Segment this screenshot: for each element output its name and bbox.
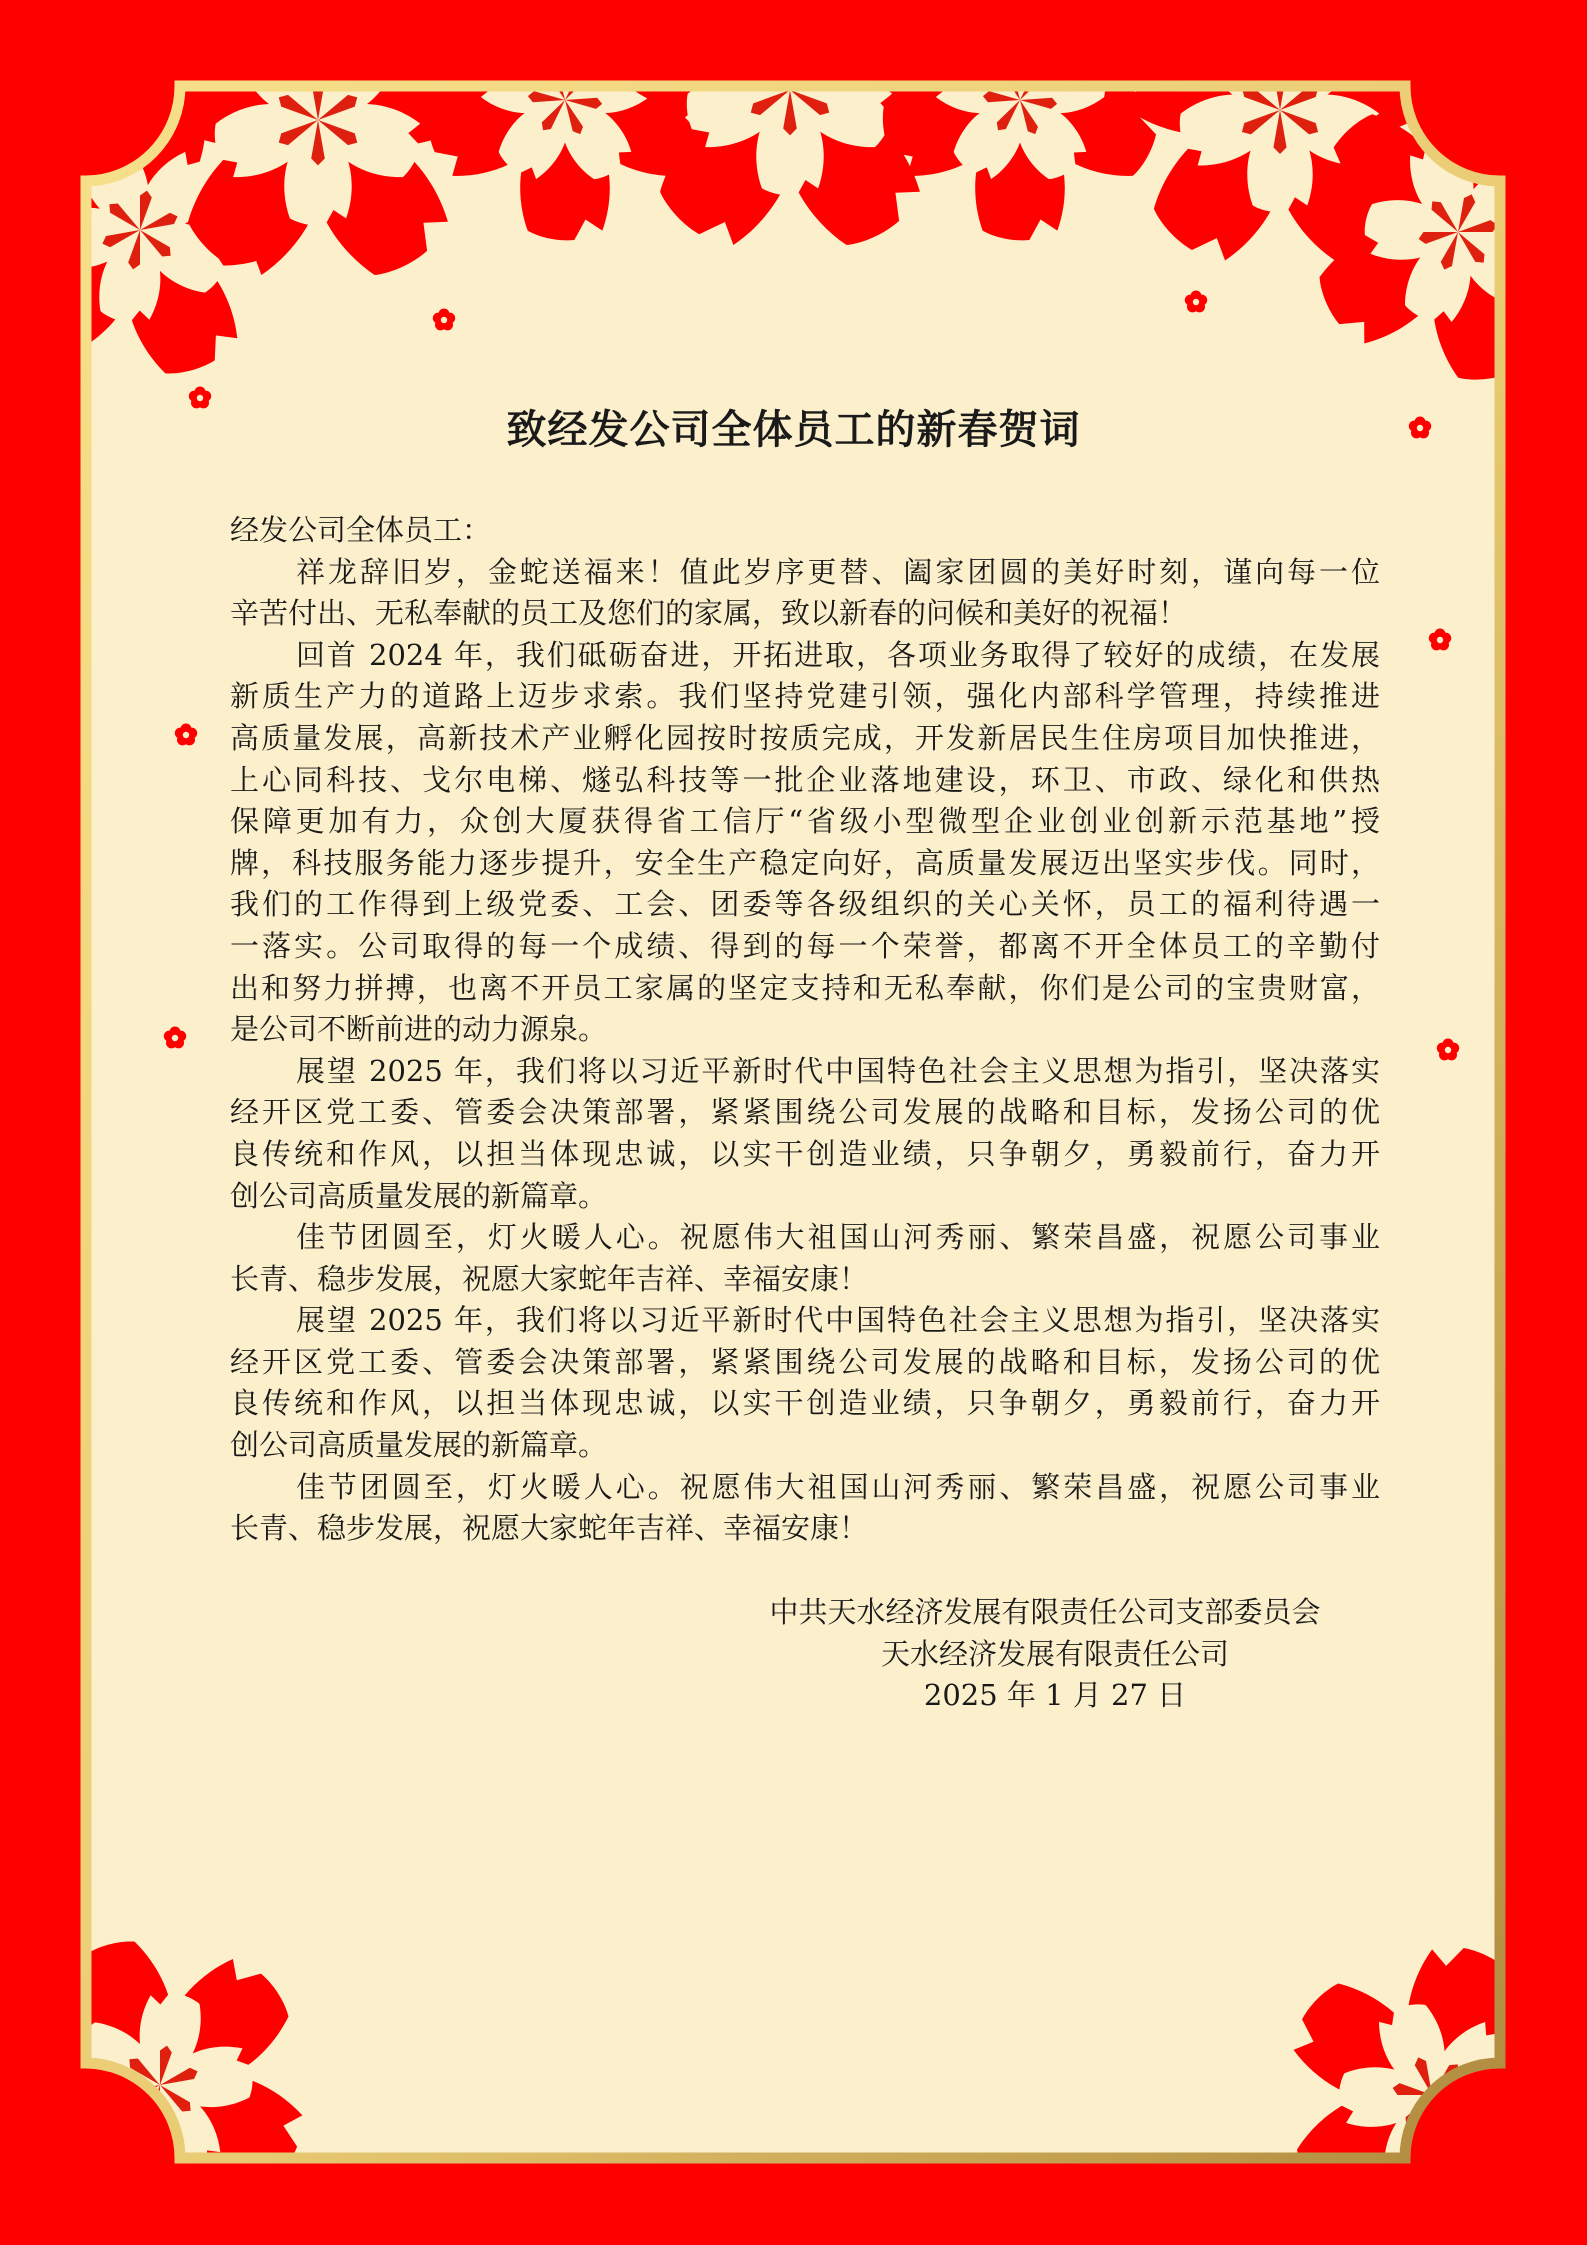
text-line: 长青、稳步发展，祝愿大家蛇年吉祥、幸福安康！ [230, 1511, 869, 1546]
text-line: 创公司高质量发展的新篇章。 [230, 1178, 608, 1213]
page-title: 致经发公司全体员工的新春贺词 [506, 406, 1081, 453]
text-line: 上心同科技、戈尔电梯、燧弘科技等一批企业落地建设，环卫、市政、绿化和供热 [230, 762, 1380, 797]
paragraph-lines [230, 552, 1380, 1550]
text-line: 良传统和作风，以担当体现忠诚，以实干创造业绩，只争朝夕，勇毅前行，奋力开 [230, 1386, 1380, 1421]
text-line: 经开区党工委、管委会决策部署，紧紧围绕公司发展的战略和目标，发扬公司的优 [230, 1344, 1380, 1379]
text-line: 回首 2024 年，我们砥砺奋进，开拓进取，各项业务取得了较好的成绩，在发展 [296, 637, 1380, 672]
text-line: 展望 2025 年，我们将以习近平新时代中国特色社会主义思想为指引，坚决落实 [296, 1053, 1380, 1088]
text-line: 一落实。公司取得的每一个成绩、得到的每一个荣誉，都离不开全体员工的辛勤付 [230, 928, 1380, 963]
text-line: 高质量发展，高新技术产业孵化园按时按质完成，开发新居民生住房项目加快推进， [230, 720, 1380, 755]
text-line: 创公司高质量发展的新篇章。 [230, 1428, 608, 1463]
text-line: 出和努力拼搏，也离不开员工家属的坚定支持和无私奉献，你们是公司的宝贵财富， [230, 970, 1380, 1005]
text-line: 是公司不断前进的动力源泉。 [230, 1012, 608, 1047]
signature-block [740, 1592, 1350, 1717]
text-line: 保障更加有力，众创大厦获得省工信厅“省级小型微型企业创业创新示范基地”授 [230, 804, 1380, 839]
signature-date: 2025 年 1 月 27 日 [923, 1678, 1187, 1713]
text-line: 牌，科技服务能力逐步提升，安全生产稳定向好，高质量发展迈出坚实步伐。同时， [230, 845, 1380, 880]
salutation: 经发公司全体员工： [230, 513, 492, 547]
text-line: 长青、稳步发展，祝愿大家蛇年吉祥、幸福安康！ [230, 1261, 869, 1296]
signature-org-company: 天水经济发展有限责任公司 [880, 1636, 1229, 1671]
text-line: 佳节团圆至，灯火暖人心。祝愿伟大祖国山河秀丽、繁荣昌盛，祝愿公司事业 [296, 1220, 1380, 1255]
text-line: 新质生产力的道路上迈步求索。我们坚持党建引领，强化内部科学管理，持续推进 [230, 679, 1380, 714]
text-line: 展望 2025 年，我们将以习近平新时代中国特色社会主义思想为指引，坚决落实 [296, 1303, 1380, 1338]
text-line: 祥龙辞旧岁，金蛇送福来！值此岁序更替、阖家团圆的美好时刻，谨向每一位 [296, 554, 1380, 589]
text-line: 经开区党工委、管委会决策部署，紧紧围绕公司发展的战略和目标，发扬公司的优 [230, 1095, 1380, 1130]
text-line: 佳节团圆至，灯火暖人心。祝愿伟大祖国山河秀丽、繁荣昌盛，祝愿公司事业 [296, 1469, 1380, 1504]
text-line: 我们的工作得到上级党委、工会、团委等各级组织的关心关怀，员工的福利待遇一 [230, 887, 1380, 922]
letter-body [230, 510, 1380, 1550]
text-line: 辛苦付出、无私奉献的员工及您们的家属，致以新春的问候和美好的祝福！ [230, 596, 1188, 631]
signature-org-party-branch: 中共天水经济发展有限责任公司支部委员会 [769, 1595, 1321, 1629]
text-line: 良传统和作风，以担当体现忠诚，以实干创造业绩，只争朝夕，勇毅前行，奋力开 [230, 1136, 1380, 1171]
